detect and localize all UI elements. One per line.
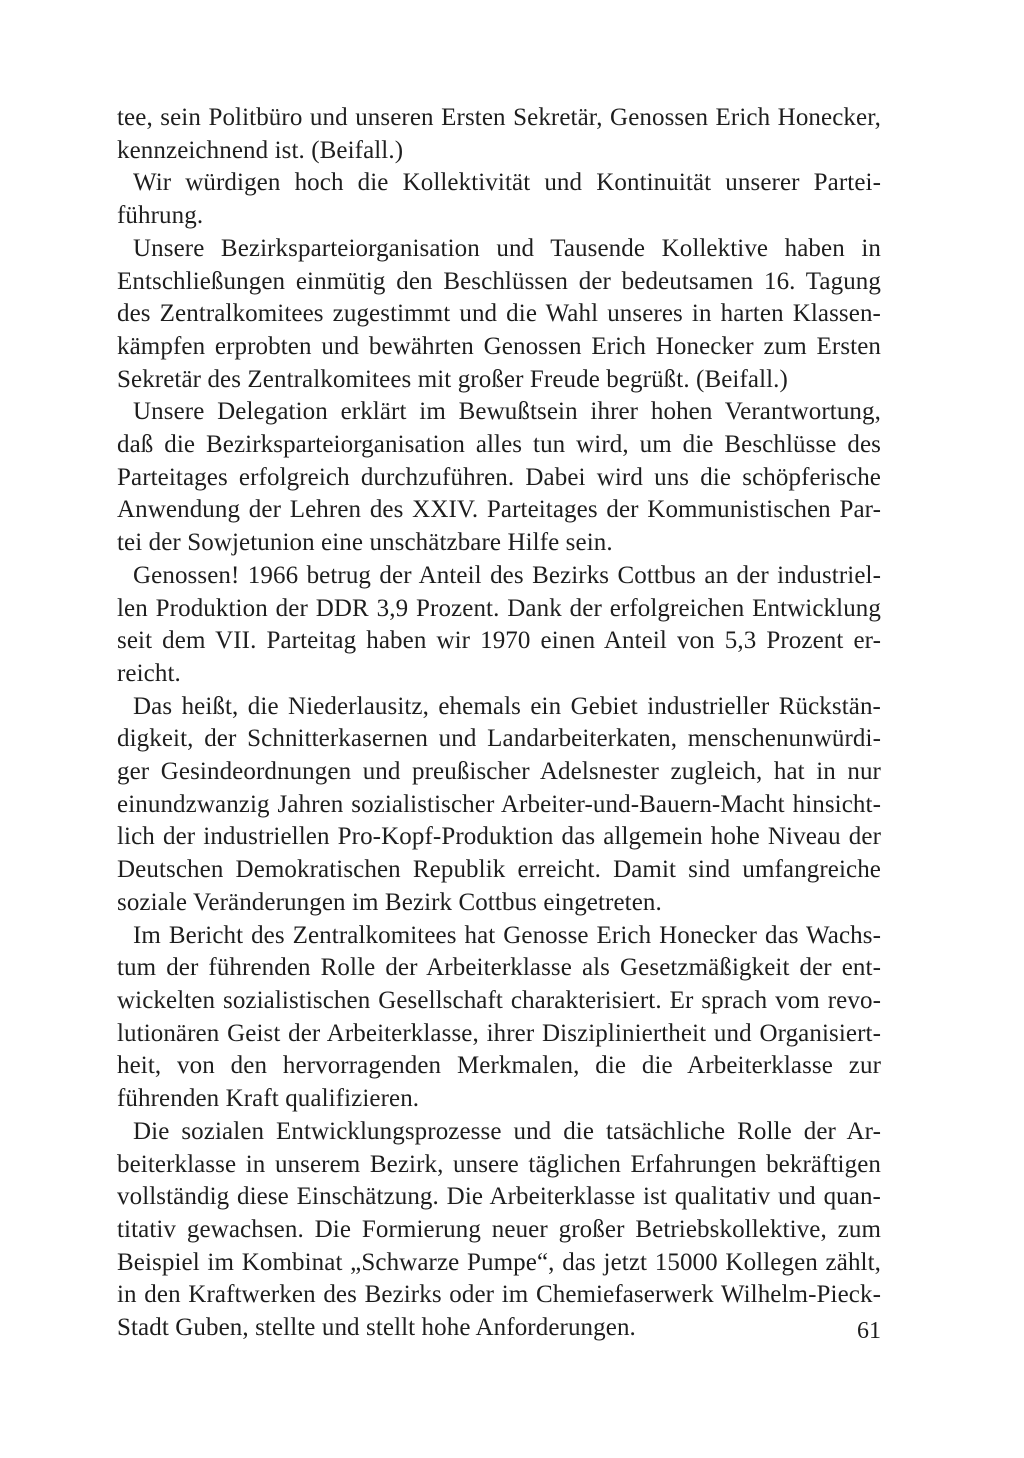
- text-line: führenden Kraft qualifizieren.: [117, 1085, 420, 1113]
- text-line: heit, von den hervorragenden Merkmalen, die die Arbeiterklasse zur: [117, 1052, 881, 1080]
- text-line: tee, sein Politbüro und unseren Ersten Sekretär, Genossen Erich Honecker,: [117, 104, 881, 131]
- text-line: des Zentralkomitees zugestimmt und die Wahl unseres in harten Klassen-: [117, 300, 881, 328]
- text-line: titativ gewachsen. Die Formierung neuer großer Betriebskollektive, zum: [117, 1215, 881, 1243]
- paragraph-2: [117, 167, 881, 232]
- text-line: wickelten sozialistischen Gesellschaft charakterisiert. Er sprach vom revo-: [117, 986, 881, 1014]
- paragraph-7: [117, 920, 881, 1116]
- text-line: Wir würdigen hoch die Kollektivität und Kontinuität unserer Partei-: [133, 169, 881, 197]
- text-line: Die sozialen Entwicklungsprozesse und die tatsächliche Rolle der Ar-: [133, 1117, 881, 1145]
- text-line: einundzwanzig Jahren sozialistischer Arbeiter-und-Bauern-Macht hinsicht-: [117, 790, 881, 818]
- text-line: lutionären Geist der Arbeiterklasse, ihrer Diszipliniertheit und Organisiert-: [117, 1019, 881, 1047]
- text-line: len Produktion der DDR 3,9 Prozent. Dank der erfolgreichen Entwicklung: [117, 594, 881, 622]
- text-line: lich der industriellen Pro-Kopf-Produktion das allgemein hohe Niveau der: [117, 823, 881, 851]
- text-line: Entschließungen einmütig den Beschlüssen der bedeutsamen 16. Tagung: [117, 267, 881, 295]
- text-line: Genossen! 1966 betrug der Anteil des Bezirks Cottbus an der industriel-: [133, 561, 881, 589]
- text-line: Parteitages erfolgreich durchzuführen. Dabei wird uns die schöpferische: [117, 463, 881, 491]
- text-line: in den Kraftwerken des Bezirks oder im Chemiefaserwerk Wilhelm-Pieck-: [117, 1281, 881, 1309]
- text-line: Anwendung der Lehren des XXIV. Parteitages der Kommunistischen Par-: [117, 496, 881, 524]
- text-line: vollständig diese Einschätzung. Die Arbeiterklasse ist qualitativ und quan-: [117, 1183, 881, 1211]
- paragraph-8: [117, 1116, 881, 1345]
- text-line: Stadt Guben, stellte und stellt hohe Anforderungen.: [117, 1314, 636, 1342]
- text-line: seit dem VII. Parteitag haben wir 1970 einen Anteil von 5,3 Prozent er-: [117, 627, 881, 655]
- paragraph-6: [117, 691, 881, 920]
- text-line: tum der führenden Rolle der Arbeiterklasse als Gesetzmäßigkeit der ent-: [117, 954, 881, 982]
- text-line: kämpfen erprobten und bewährten Genossen Erich Honecker zum Ersten: [117, 332, 881, 360]
- text-line: tei der Sowjetunion eine unschätzbare Hilfe sein.: [117, 529, 613, 557]
- paragraph-5: [117, 560, 881, 691]
- text-line: soziale Veränderungen im Bezirk Cottbus eingetreten.: [117, 888, 662, 916]
- paragraph-3: [117, 233, 881, 397]
- page-number: 61: [857, 1318, 881, 1344]
- text-line: Beispiel im Kombinat „Schwarze Pumpe“, das jetzt 15000 Kollegen zählt,: [117, 1248, 881, 1276]
- text-line: Sekretär des Zentralkomitees mit großer Freude begrüßt. (Beifall.): [117, 365, 788, 393]
- text-line: kennzeichnend ist. (Beifall.): [117, 136, 404, 164]
- text-line: beiterklasse in unserem Bezirk, unsere täglichen Erfahrungen bekräftigen: [117, 1150, 881, 1178]
- text-line: Deutschen Demokratischen Republik erreicht. Damit sind umfangreiche: [117, 856, 881, 884]
- text-line: führung.: [117, 202, 204, 230]
- text-line: Das heißt, die Niederlausitz, ehemals ein Gebiet industrieller Rückstän-: [133, 692, 881, 720]
- text-line: Unsere Delegation erklärt im Bewußtsein ihrer hohen Verantwortung,: [133, 398, 881, 426]
- body-text: [117, 102, 881, 1345]
- text-line: Im Bericht des Zentralkomitees hat Genosse Erich Honecker das Wachs-: [133, 921, 881, 949]
- text-line: Unsere Bezirksparteiorganisation und Tausende Kollektive haben in: [133, 234, 881, 262]
- text-line: reicht.: [117, 659, 181, 687]
- text-line: ger Gesindeordnungen und preußischer Adelsnester zugleich, hat in nur: [117, 758, 881, 786]
- paragraph-4: [117, 396, 881, 560]
- paragraph-1: [117, 102, 881, 167]
- text-line: digkeit, der Schnitterkasernen und Landarbeiterkaten, menschenunwürdi-: [117, 725, 881, 753]
- text-line: daß die Bezirksparteiorganisation alles tun wird, um die Beschlüsse des: [117, 431, 881, 459]
